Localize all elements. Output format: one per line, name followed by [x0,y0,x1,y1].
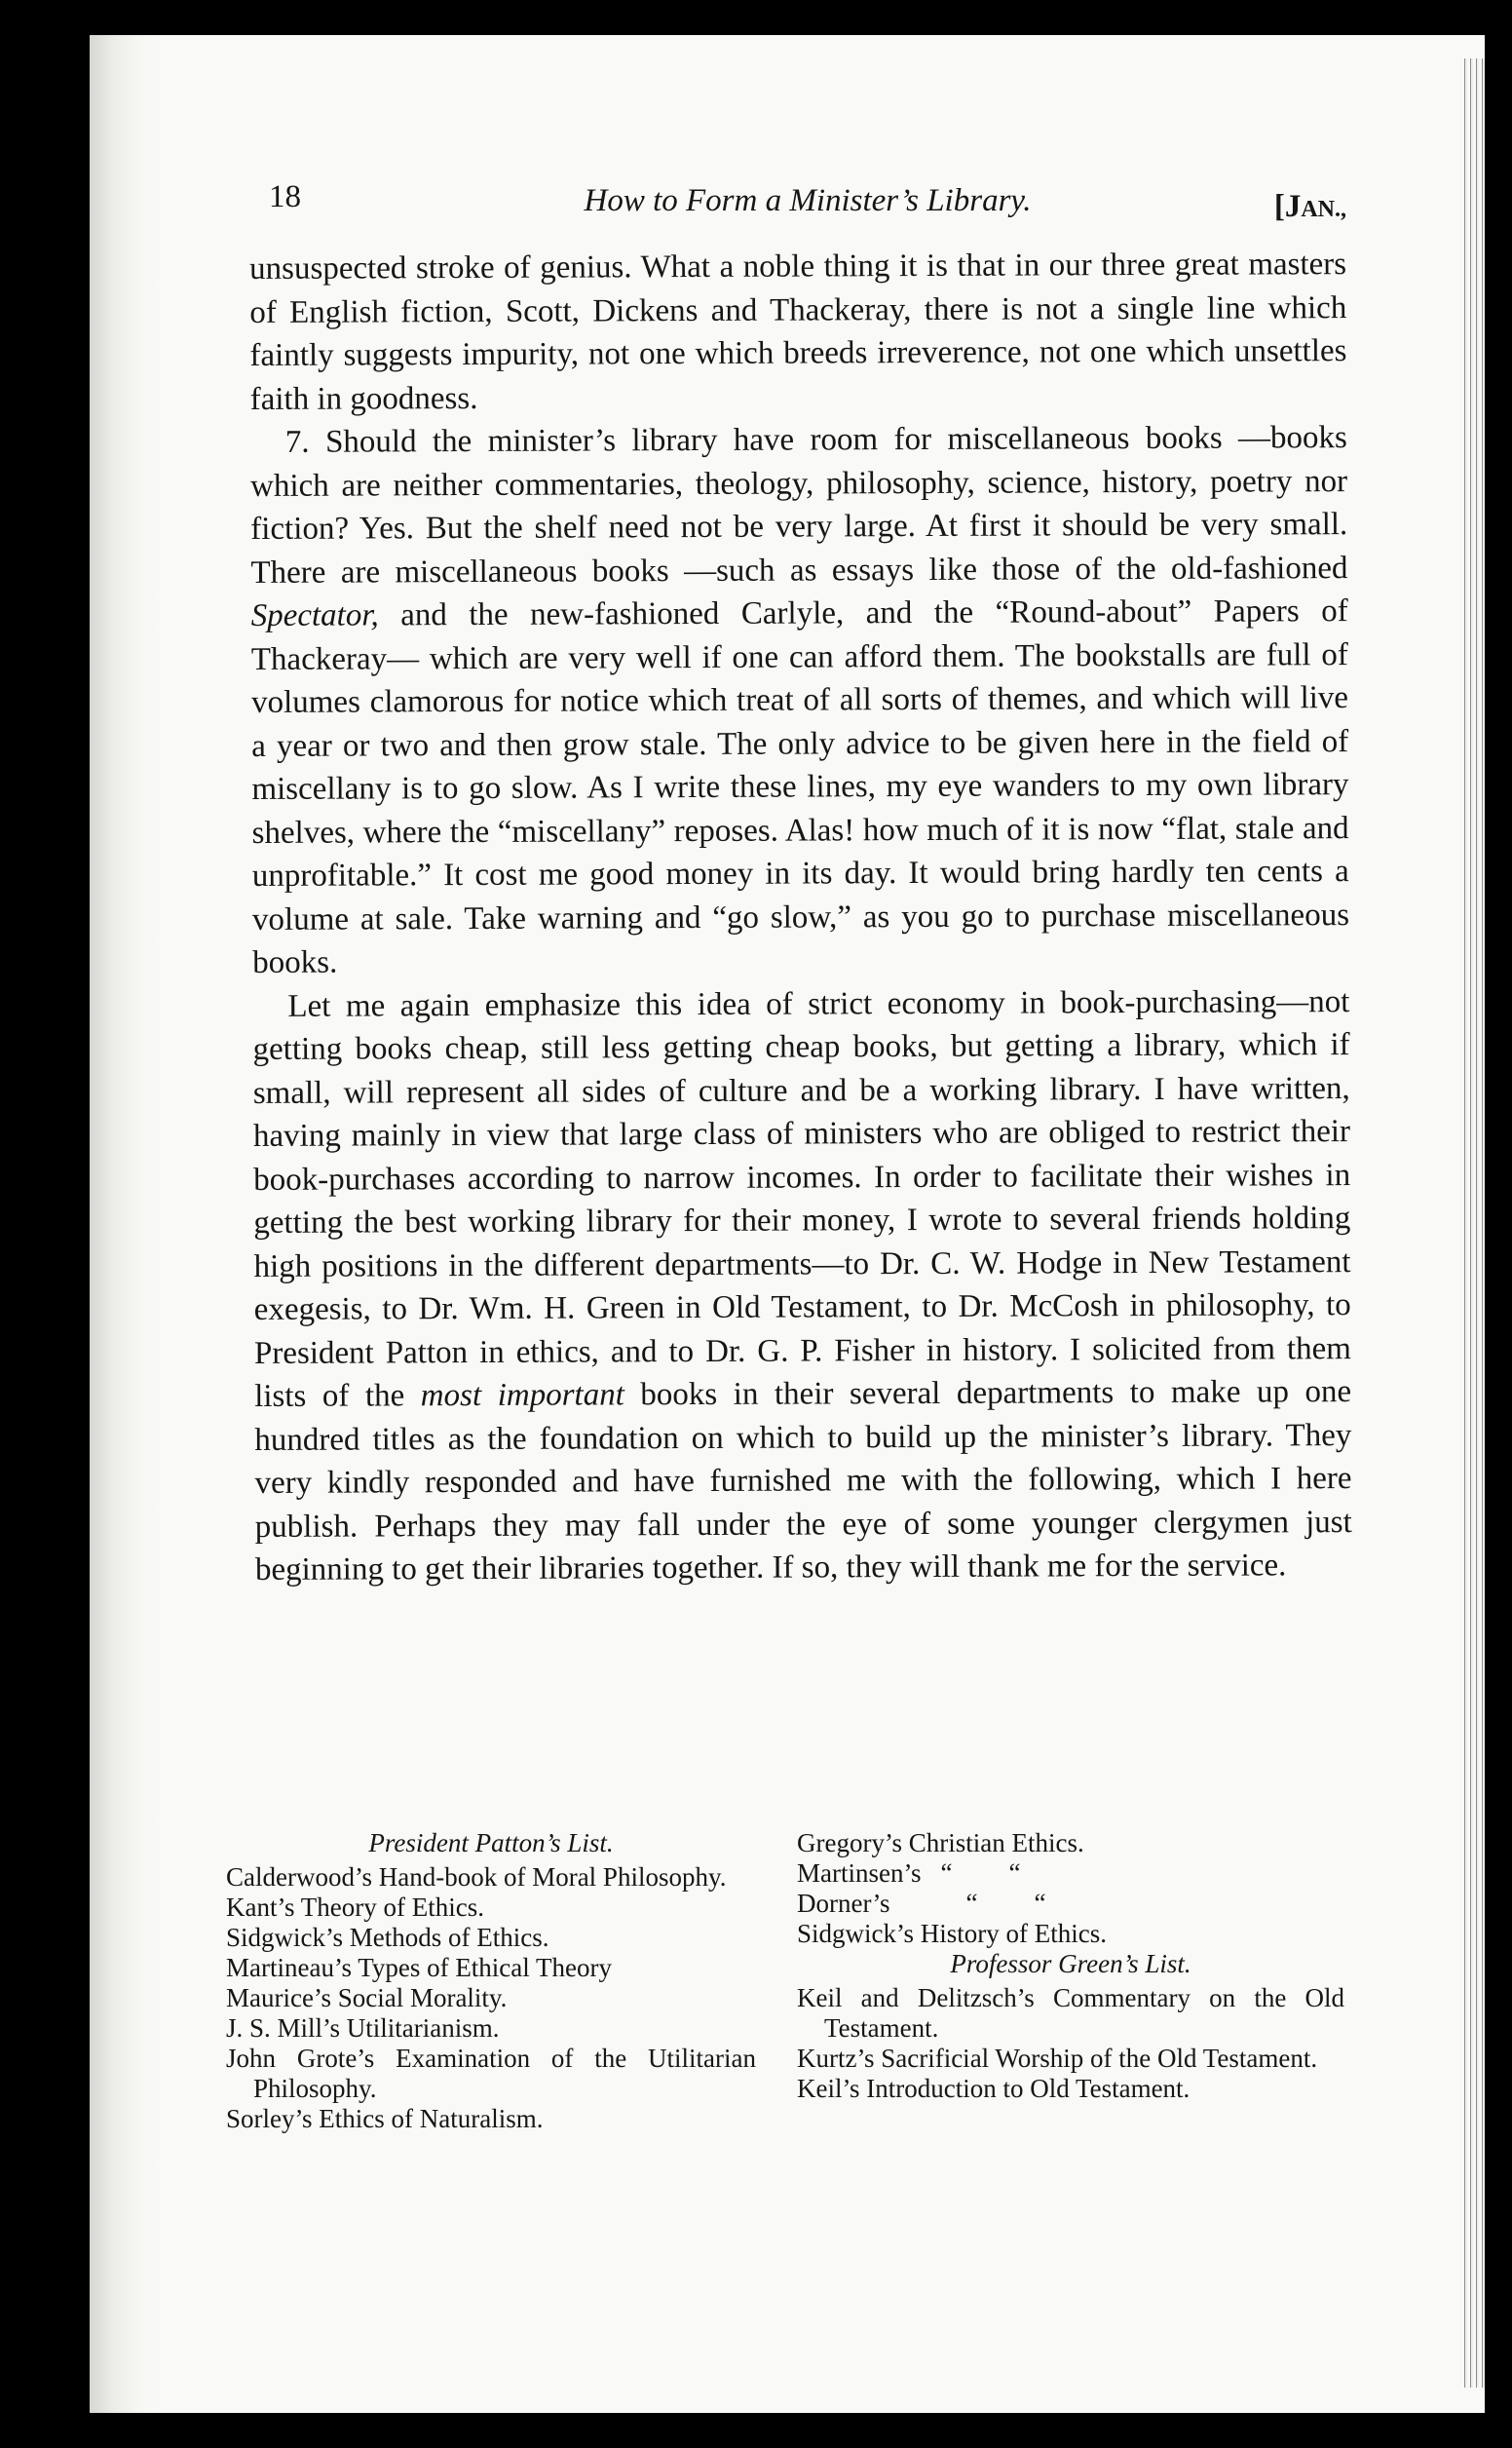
paragraph-text: 7. Should the minister’s library have room for miscellaneous books —books which are neither commentaries, theology, philosophy, science, history, poetry nor fiction? Yes. But the shelf need not be very large. At first it should be very small. There are miscellaneous books —such as essays like those of the old-fashioned [249,420,1348,591]
emphasis-most-important: most important [420,1377,624,1414]
list-heading: President Patton’s List. [368,1828,614,1857]
ethics-and-green-lists [797,1828,1344,2104]
list-item [797,1889,1344,1919]
body-text [249,243,1352,1591]
section-mark-bracket: [J [1273,189,1302,224]
ditto-mark: “ [940,1858,953,1888]
list-item: Kant’s Theory of Ethics. [226,1893,484,1922]
list-item: J. S. Mill’s Utilitarianism. [226,2013,500,2043]
list-heading: Professor Green’s List. [950,1949,1191,1978]
list-item: Martineau’s Types of Ethical Theory [226,1953,613,1982]
patton-list [226,1828,756,2134]
list-item: Keil and Delitzsch’s Commentary on the Old Testament. [797,1983,1344,2043]
paragraph-text: Let me again emphasize this idea of strict economy in book-purchasing—not getting books cheap, still less getting cheap books, but getting a library, which if small, will represent all sides of culture and be a working library. I have written, having mainly in view that large class of ministers who are obliged to restrict their book-purchases according to narrow incomes. In order to facilitate their wishes in getting the best working library for their money, I wrote to several friends holding high positions in the different departments—to Dr. C. W. Hodge in New Testament exegesis, to Dr. Wm. H. Green in Old Testament, to Dr. McCosh in philosophy, to President Patton in ethics, and to Dr. G. P. Fisher in history. I solicited from them lists of the [252,983,1352,1414]
list-item [797,1858,1344,1889]
paragraph-text: and the new-fashioned Carlyle, and the “Round-about” Papers of Thackeray— which are very well if one can afford them. The bookstalls are full of volumes clamorous for notice which treat of all sorts of themes, and which will live a year or two and then grow stale. The only advice to be given here in the field of miscellany is to go slow. As I write these lines, my eye wanders to my own library shelves, where the “miscellany” reposes. Alas! how much of it is now “flat, stale and unprofitable.” It cost me good money in its day. It would bring hardly ten cents a volume at sale. Take warning and “go slow,” as you go to purchase miscellaneous books. [250,593,1350,980]
running-head [269,172,1346,224]
list-item-name: Dorner’s [797,1889,890,1918]
section-mark-month: AN., [1301,197,1346,222]
list-item: Sidgwick’s Methods of Ethics. [226,1923,549,1952]
page-edges [1461,58,1485,2388]
list-item: Kurtz’s Sacrificial Worship of the Old Testament. [797,2044,1318,2073]
page-gutter-shadow [90,35,158,2413]
list-item: Sidgwick’s History of Ethics. [797,1919,1107,1948]
paragraph-continued: unsuspected stroke of genius. What a noble thing it is that in our three great masters of English fiction, Scott, Dickens and Thackeray, there is not a single line which faintly suggests impurity, not one which breeds irreverence, not one which unsettles faith in goodness. [249,247,1347,417]
ditto-mark: “ [1034,1889,1046,1918]
page-number: 18 [269,179,301,214]
paragraph-text: books in their several departments to make up one hundred titles as the foundation on which to build up the minister’s library. They very kindly responded and have furnished me with the following, which I here publish. Perhaps they may fall under the eye of some younger clergymen just beginning to get their libraries together. If so, they will thank me for the service. [254,1374,1352,1587]
running-title: How to Form a Minister’s Library. [584,183,1032,218]
ditto-mark: “ [1008,1858,1021,1888]
paragraph-economy [252,980,1352,1592]
book-lists [226,1828,1344,2199]
list-item: Sorley’s Ethics of Naturalism. [226,2104,544,2133]
list-item: John Grote’s Examination of the Utilitarian Philosophy. [226,2044,756,2103]
section-mark [1274,189,1346,225]
list-item: Maurice’s Social Morality. [226,1983,508,2012]
ditto-mark: “ [965,1889,978,1918]
list-item-name: Martinsen’s [797,1858,922,1888]
list-item: Keil’s Introduction to Old Testament. [797,2074,1191,2103]
list-item: Gregory’s Christian Ethics. [797,1828,1084,1857]
list-item: Calderwood’s Hand-book of Moral Philosophy. [226,1862,727,1892]
paragraph-miscellaneous-books [250,416,1350,984]
spectator-title: Spectator, [250,597,379,633]
